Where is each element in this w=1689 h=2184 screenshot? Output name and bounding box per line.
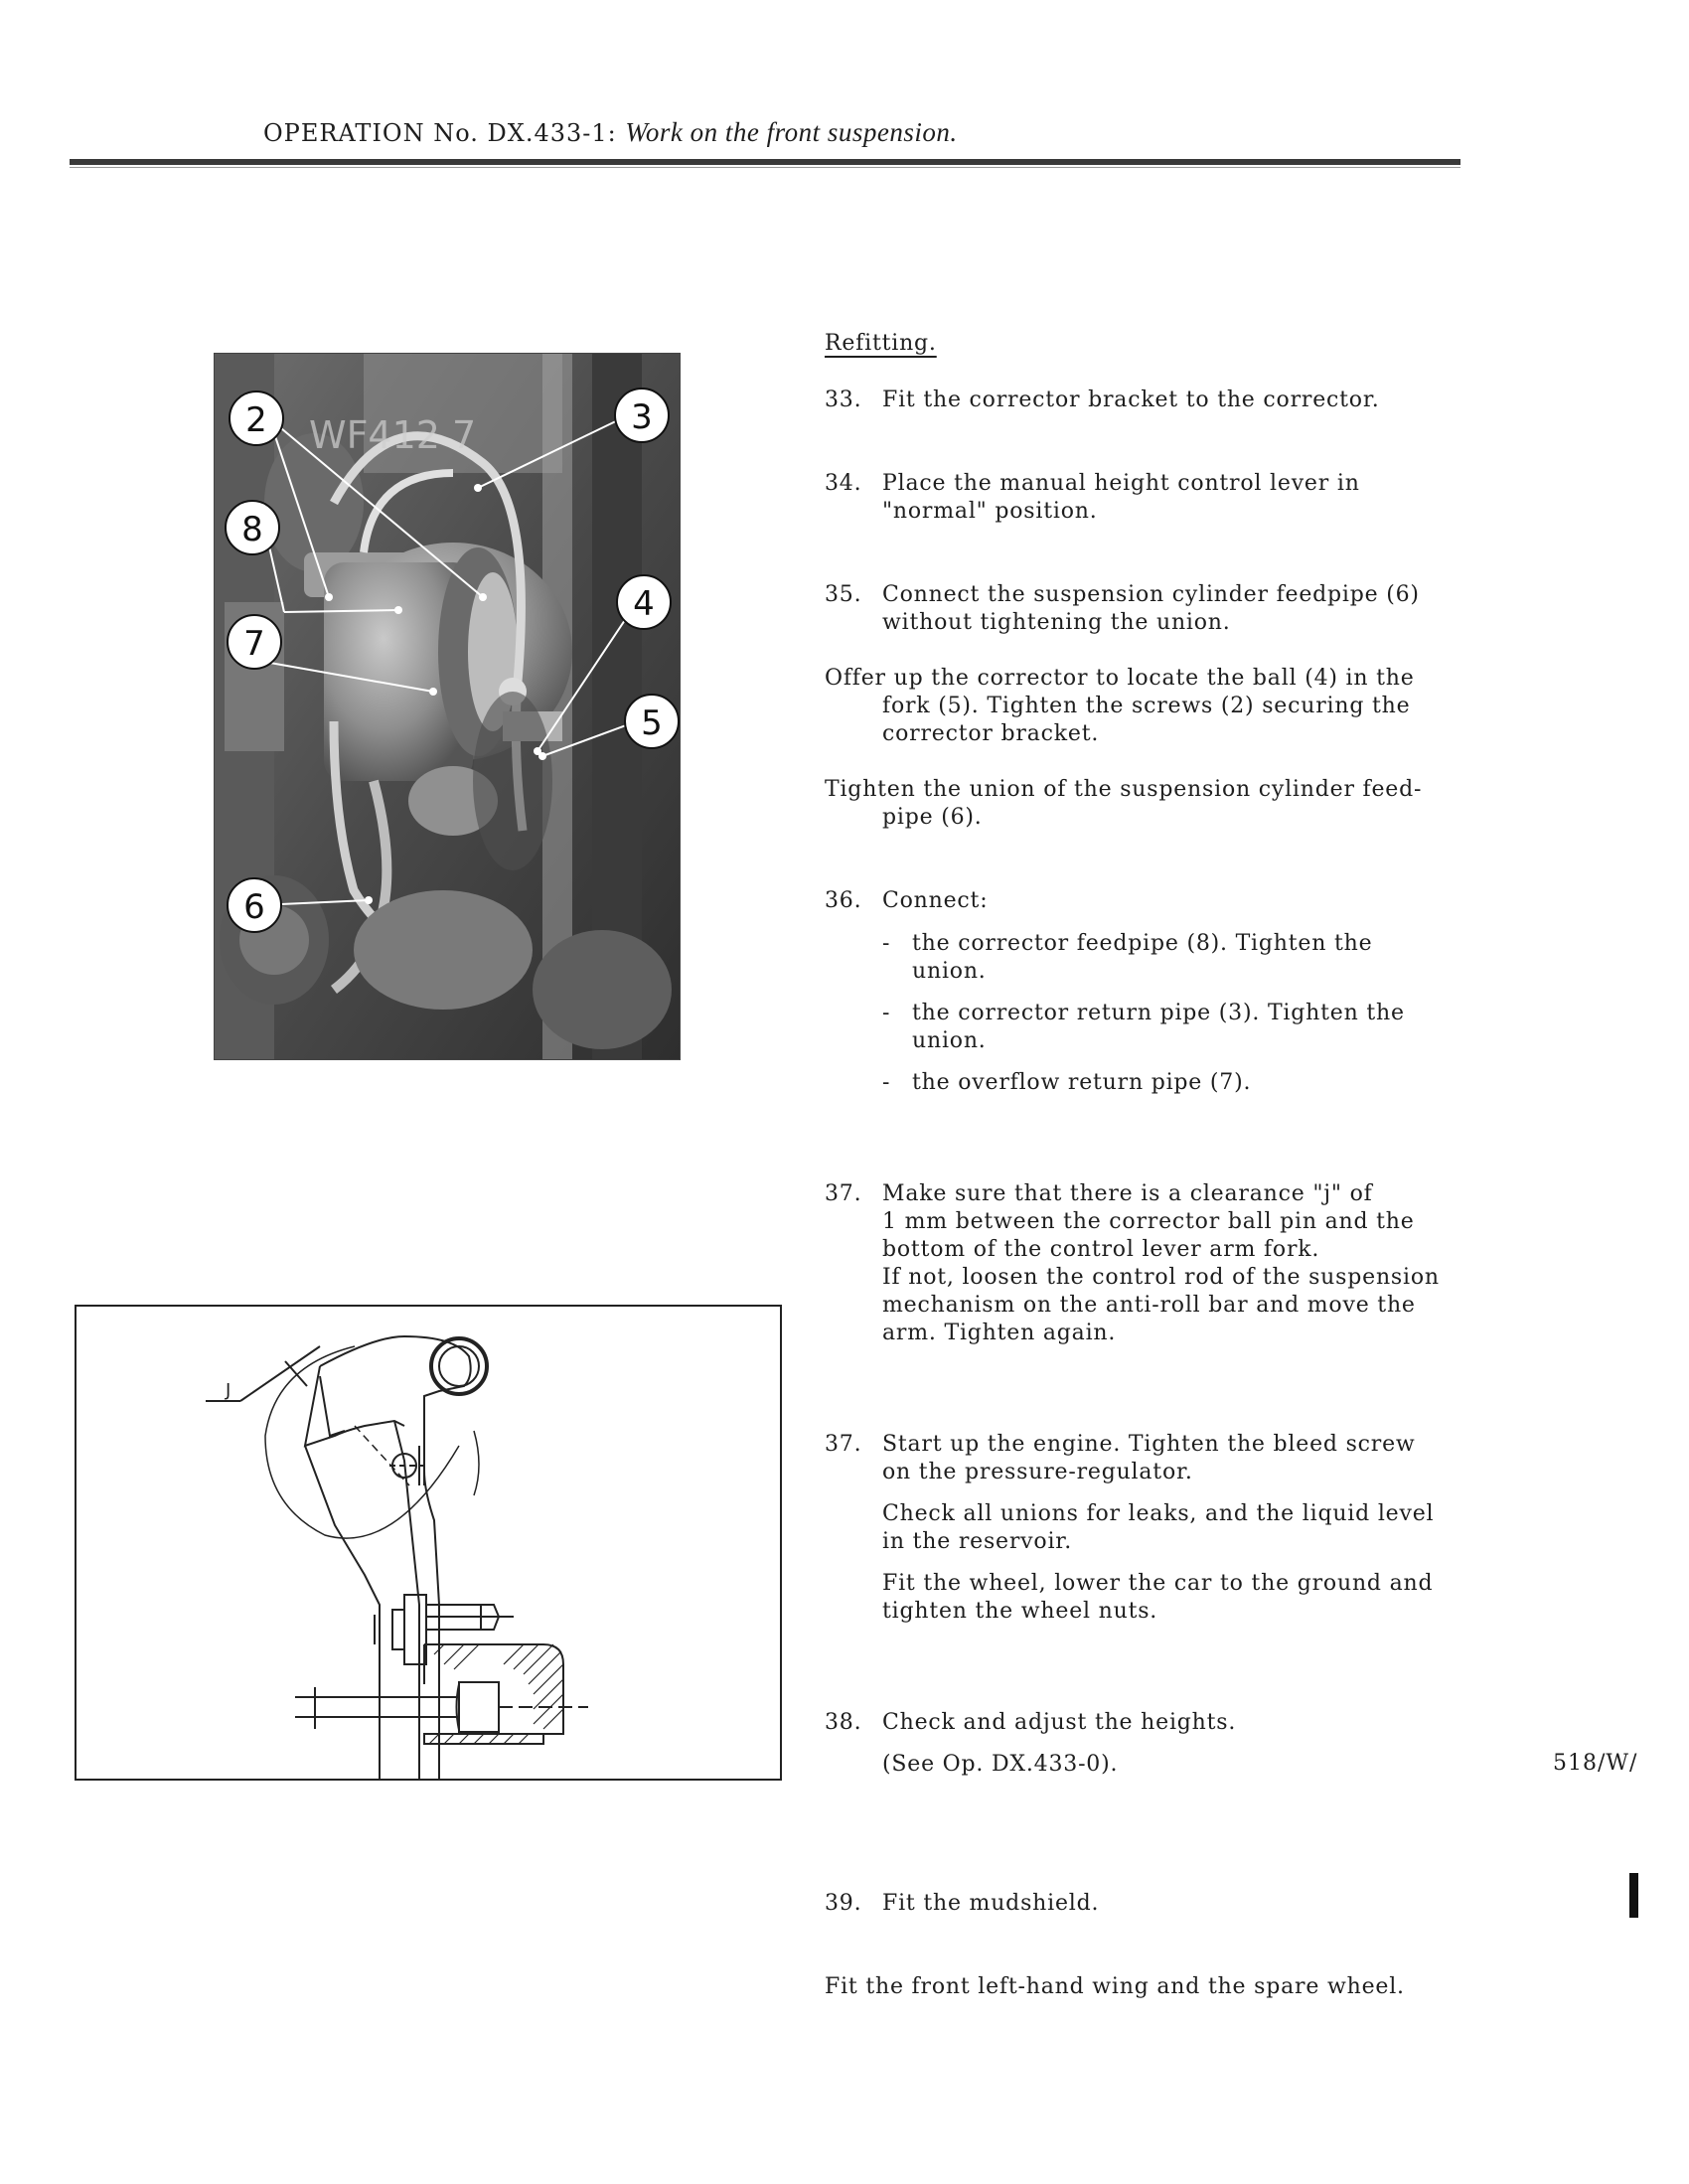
operation-title: Work on the front suspension. <box>625 117 958 147</box>
header-rule-thin <box>70 167 1460 168</box>
callout-8 <box>226 501 279 554</box>
callout-2 <box>230 391 283 445</box>
clearance-drawing <box>75 1305 782 1781</box>
svg-text:7: 7 <box>243 624 265 664</box>
photo-stamp: WF412 7 <box>309 413 477 457</box>
svg-text:2: 2 <box>245 400 267 440</box>
svg-text:8: 8 <box>241 510 263 549</box>
final-instruction: Fit the front left-hand wing and the spare wheel. <box>825 1974 1405 1999</box>
clearance-label-j: J <box>226 1380 231 1401</box>
margin-mark <box>1629 1873 1638 1918</box>
callout-4 <box>617 575 671 629</box>
callout-5 <box>625 695 679 748</box>
operation-number: OPERATION No. DX.433-1: <box>263 119 617 147</box>
page-code: 518/W/ <box>1553 1751 1638 1776</box>
refitting-heading: Refitting. <box>825 331 937 356</box>
svg-text:6: 6 <box>243 887 265 927</box>
callout-3 <box>615 389 669 442</box>
svg-text:5: 5 <box>641 703 663 743</box>
header-rule <box>70 159 1460 165</box>
svg-text:3: 3 <box>631 397 653 437</box>
callout-7 <box>228 615 281 669</box>
corrector-photo <box>214 353 681 1060</box>
svg-text:4: 4 <box>633 584 655 624</box>
callout-6 <box>228 878 281 932</box>
page-header <box>263 117 958 148</box>
